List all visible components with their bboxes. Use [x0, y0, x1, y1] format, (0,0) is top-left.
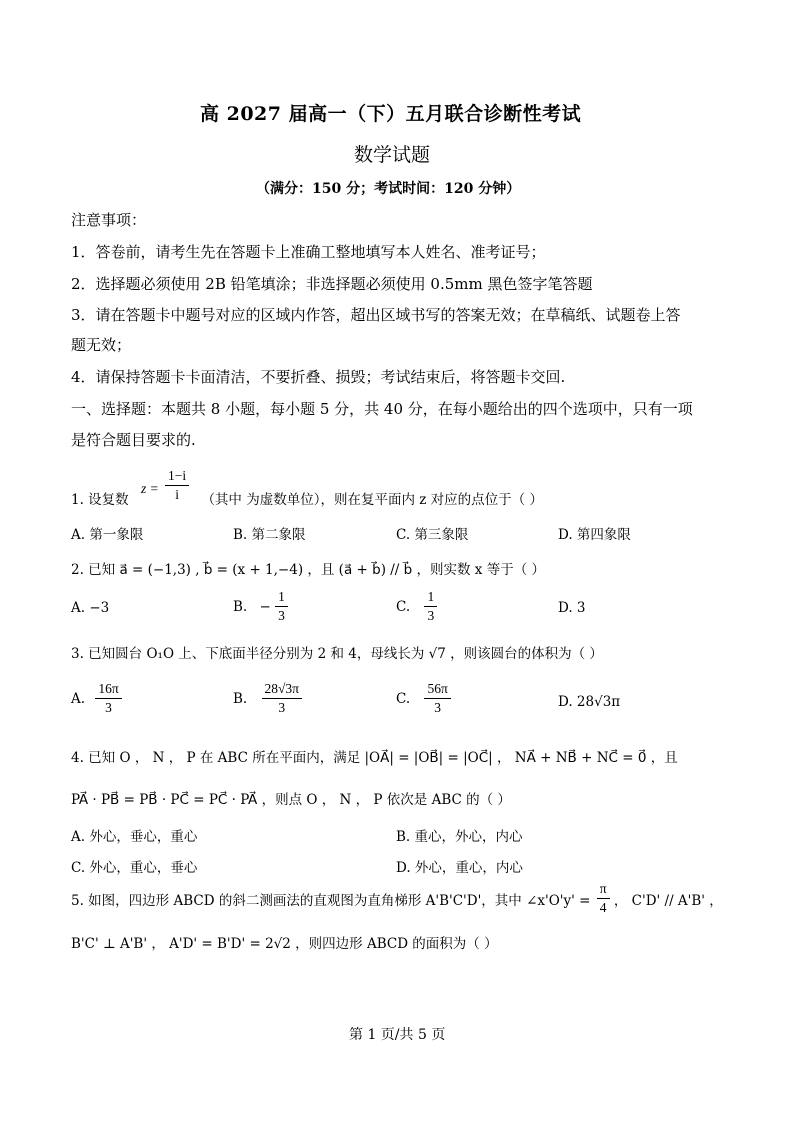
q5-line1-suffix: ， C'D' // A'B' ， [613, 892, 723, 909]
q5-line1-prefix: 5. 如图，四边形 ABCD 的斜二测画法的直观图为直角梯形 A'B'C'D'，其中 ∠x'O'y' = [71, 892, 591, 909]
notice-item-2: 2．选择题必须使用 2B 铅笔填涂；非选择题必须使用 0.5mm 黑色签字笔答题 [71, 275, 593, 293]
q5-pi-fraction [597, 880, 610, 917]
q2-option-b-label: B. [233, 598, 248, 615]
q2-option-b-sign: − [259, 598, 271, 615]
notice-item-3-cont: 题无效； [71, 336, 132, 354]
q2-option-b-den: 3 [278, 608, 285, 623]
q4-option-a: A. 外心，垂心，重心 [71, 829, 198, 845]
notice-item-4: 4．请保持答题卡卡面清洁，不要折叠、损毁；考试结束后，将答题卡交回. [71, 368, 566, 386]
q2-option-b-fraction [275, 588, 288, 625]
subject-title: 数学试题 [354, 144, 431, 166]
q3-option-b-num: 28√3π [262, 680, 302, 699]
q2-option-d: D. 3 [558, 600, 586, 616]
q1-fraction [165, 467, 189, 504]
q2-option-c-label: C. [396, 598, 411, 615]
notice-item-3: 3．请在答题卡中题号对应的区域内作答，超出区域书写的答案无效；在草稿纸、试题卷上答 [71, 306, 681, 324]
q4-option-b: B. 重心，外心，内心 [396, 829, 523, 845]
section-heading-line1: 一、选择题：本题共 8 小题，每小题 5 分，共 40 分，在每小题给出的四个选项中，只有一项 [71, 400, 693, 418]
q2-option-a: A. −3 [71, 600, 110, 616]
q2-option-c-fraction [424, 588, 437, 625]
q2-option-c-den: 3 [427, 608, 435, 623]
q1-option-b: B. 第二象限 [233, 527, 306, 543]
q2-option-c [396, 588, 437, 625]
question-1 [71, 462, 543, 508]
section-heading-line2: 是符合题目要求的. [71, 431, 196, 449]
q3-option-a-fraction [95, 680, 121, 717]
q3-option-d: D. 28√3π [558, 694, 621, 710]
q1-option-c: C. 第三象限 [396, 527, 469, 543]
q1-suffix: （其中 为虚数单位），则在复平面内 z 对应的点位于（ ） [201, 492, 543, 508]
q3-option-a-num: 16π [95, 680, 121, 699]
q1-z-eq: z = [140, 481, 159, 496]
question-4-line2: PA⃗ · PB⃗ = PB⃗ · PC⃗ = PC⃗ · PA⃗ ，则点 O ， N ， P 依次是 ABC 的（ ） [71, 792, 511, 808]
q1-numerator: 1−i [165, 467, 189, 486]
q3-option-b [233, 680, 302, 717]
q1-option-d: D. 第四象限 [558, 527, 631, 543]
q3-option-a [71, 680, 122, 717]
q3-option-c [396, 680, 451, 717]
q3-option-c-fraction [424, 680, 450, 717]
q5-pi-num: π [597, 880, 610, 899]
q2-option-c-num: 1 [424, 588, 437, 607]
q3-option-c-label: C. [396, 690, 411, 707]
question-5-line2: B'C' ⊥ A'B' ， A'D' = B'D' = 2√2 ，则四边形 ABCD 的面积为（ ） [71, 936, 498, 952]
q4-option-c: C. 外心，重心，垂心 [71, 860, 198, 876]
q3-option-c-den: 3 [434, 700, 441, 715]
q2-option-b [233, 588, 288, 625]
q3-option-c-num: 56π [424, 680, 450, 699]
exam-title: 高 2027 届高一（下）五月联合诊断性考试 [200, 103, 582, 125]
question-3: 3. 已知圆台 O₁O 上、下底面半径分别为 2 和 4，母线长为 √7 ，则该圆台的体积为（ ） [71, 646, 603, 662]
notice-item-1: 1．答卷前，请考生先在答题卡上准确工整地填写本人姓名、准考证号； [71, 243, 546, 261]
q1-prefix: 1. 设复数 [71, 492, 129, 508]
q2-option-b-num: 1 [275, 588, 288, 607]
question-2: 2. 已知 a⃗ = (−1,3) , b⃗ = (x + 1,−4) ，且 (a⃗ + b⃗) // b⃗ ，则实数 x 等于（ ） [71, 562, 545, 578]
q3-option-a-label: A. [71, 690, 86, 707]
question-5-line1 [71, 880, 723, 917]
q3-option-b-label: B. [233, 690, 248, 707]
question-4-line1: 4. 已知 O ， N ， P 在 ABC 所在平面内，满足 |OA⃗| = |OB⃗| = |OC⃗| ， NA⃗ + NB⃗ + NC⃗ = 0⃗ ，且 [71, 750, 678, 766]
q4-option-d: D. 外心，重心，内心 [396, 860, 523, 876]
q1-option-a: A. 第一象限 [71, 527, 144, 543]
q3-option-b-den: 3 [278, 700, 286, 715]
notice-heading: 注意事项： [71, 211, 147, 229]
exam-info: （满分：150 分；考试时间：120 分钟） [256, 181, 521, 197]
q3-option-a-den: 3 [105, 700, 112, 715]
q1-denominator: i [175, 486, 179, 502]
q3-option-b-fraction [262, 680, 302, 717]
q5-pi-den: 4 [599, 900, 607, 915]
page-footer: 第 1 页/共 5 页 [349, 1027, 446, 1043]
